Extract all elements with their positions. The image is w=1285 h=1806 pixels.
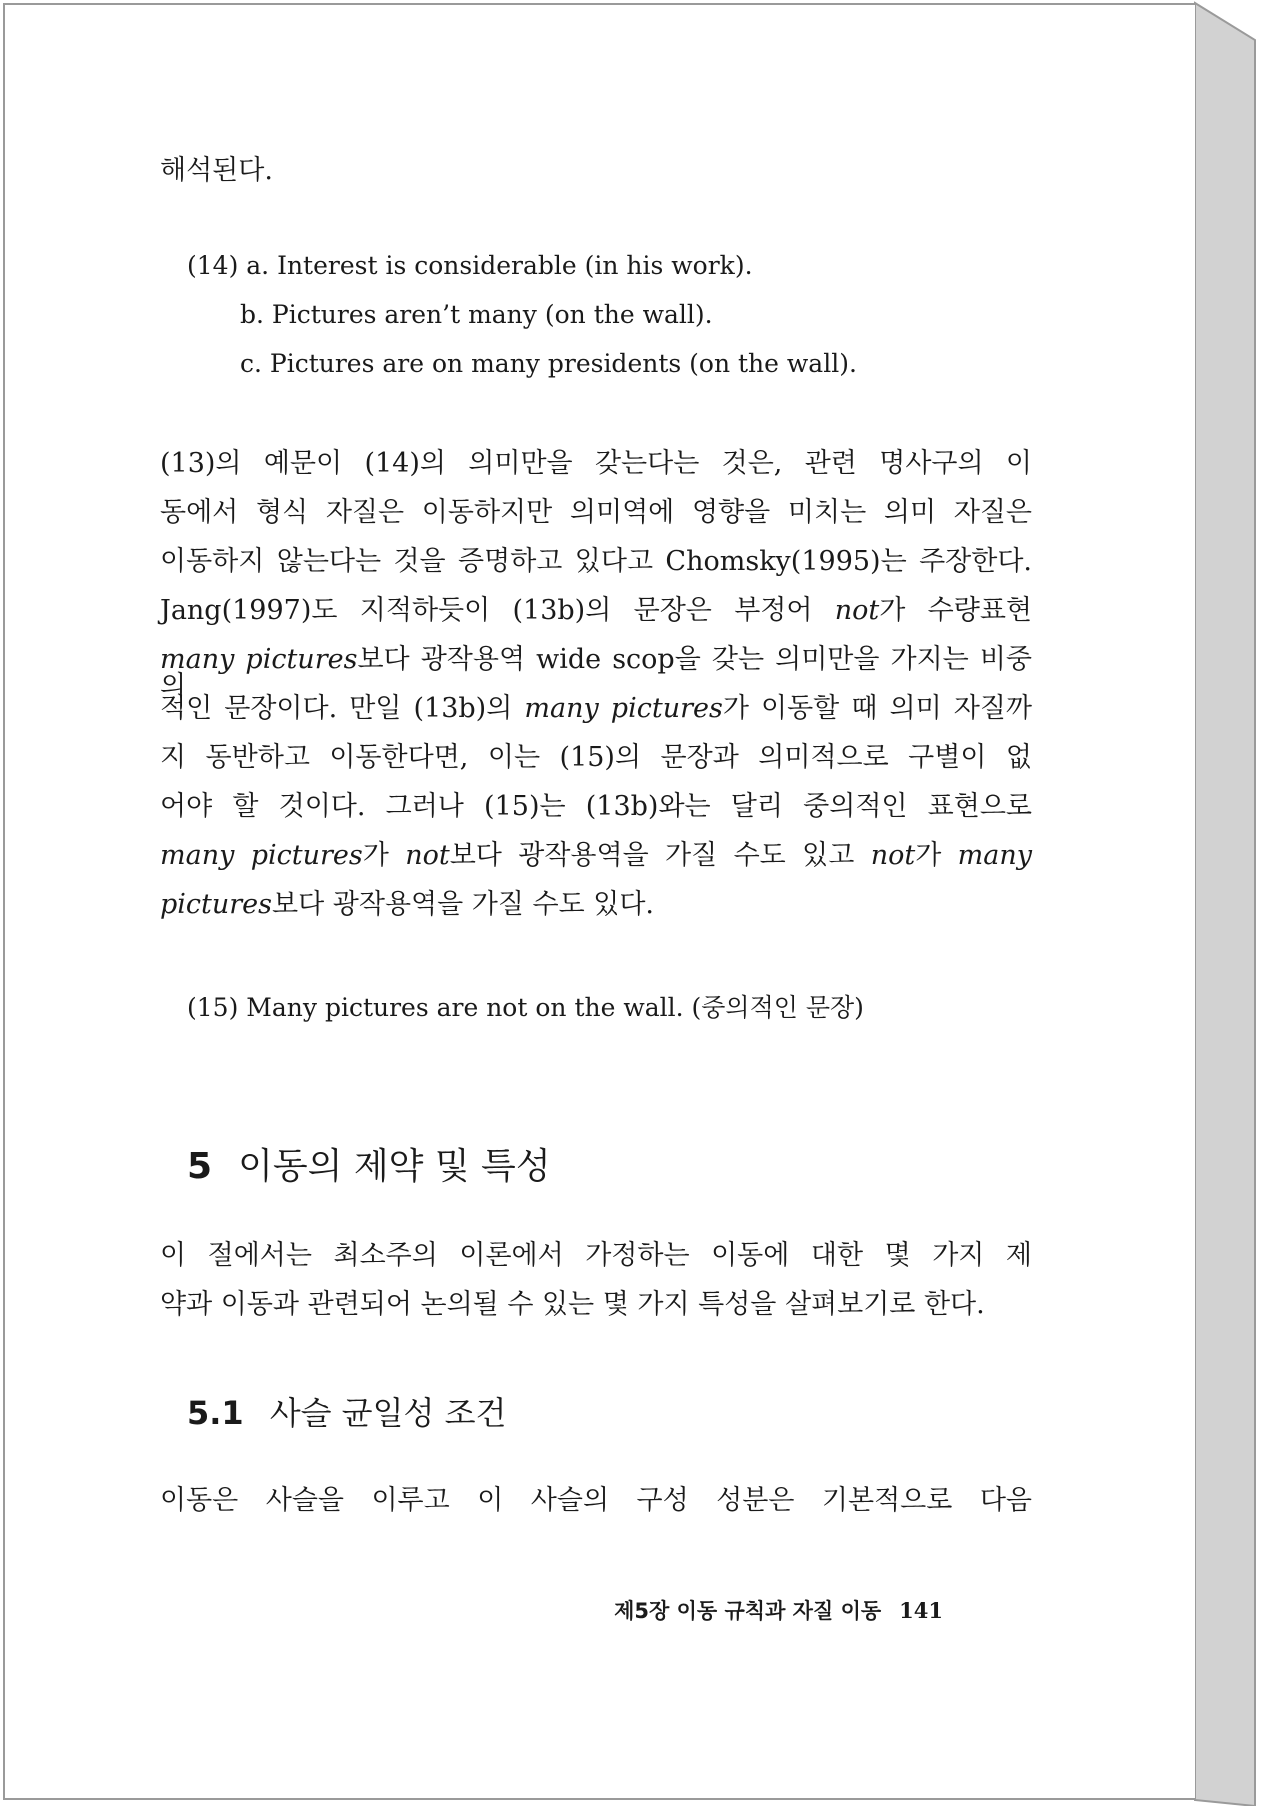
example-15: (15) Many pictures are not on the wall. (중의적인 문장) xyxy=(187,993,864,1022)
text-run-italic: many pictures xyxy=(160,840,363,871)
section-text-line: 약과 이동과 관련되어 논의될 수 있는 몇 가지 특성을 살펴보기로 한다. xyxy=(160,1289,985,1320)
section-heading-5-1 xyxy=(187,1388,506,1434)
paragraph-line: (13)의 예문이 (14)의 의미만을 갖는다는 것은, 관련 명사구의 이 xyxy=(160,448,1032,479)
text-run-italic: many pictures xyxy=(524,693,723,724)
text-run-italic: not xyxy=(834,595,880,626)
section-title: 사슬 균일성 조건 xyxy=(269,1394,507,1432)
example-14b: b. Pictures aren’t many (on the wall). xyxy=(240,300,713,329)
page-number: 141 xyxy=(899,1598,943,1623)
paragraph-line xyxy=(160,842,1032,869)
paragraph-line: 지 동반하고 이동한다면, 이는 (15)의 문장과 의미적으로 구별이 없 xyxy=(160,742,1032,773)
section-text-line: 이동은 사슬을 이루고 이 사슬의 구성 성분은 기본적으로 다음 xyxy=(160,1485,1032,1516)
example-14a: (14) a. Interest is considerable (in his work). xyxy=(187,251,753,280)
book-page xyxy=(3,3,1195,1800)
text-run-italic: pictures xyxy=(160,889,273,920)
intro-text: 해석된다. xyxy=(160,155,273,186)
text-run: 가 xyxy=(915,840,958,871)
text-run-italic: many xyxy=(957,840,1032,871)
paragraph-line xyxy=(160,646,1032,700)
text-run: 적인 문장이다. 만일 (13b)의 xyxy=(160,693,525,724)
paragraph-line: 이동하지 않는다는 것을 증명하고 있다고 Chomsky(1995)는 주장한다. xyxy=(160,546,1032,577)
text-run: 보다 광작용역을 가질 수도 있고 xyxy=(449,840,871,871)
chapter-title: 제5장 이동 규칙과 자질 이동 xyxy=(614,1599,882,1623)
section-title: 이동의 제약 및 특성 xyxy=(238,1146,551,1187)
paragraph-line xyxy=(160,891,1032,918)
text-run: 가 xyxy=(362,840,406,871)
text-run-italic: not xyxy=(405,840,450,871)
section-text-line: 이 절에서는 최소주의 이론에서 가정하는 이동에 대한 몇 가지 제 xyxy=(160,1240,1032,1271)
section-number: 5.1 xyxy=(187,1394,244,1432)
text-run: 보다 광작용역을 가질 수도 있다. xyxy=(272,889,655,920)
section-heading-5 xyxy=(187,1138,551,1189)
section-number: 5 xyxy=(187,1146,213,1187)
text-run-italic: not xyxy=(870,840,916,871)
text-run: 보다 광작용역 wide scop을 갖는 의미만을 가지는 비중의 xyxy=(160,644,1033,702)
paragraph-line xyxy=(160,695,1032,722)
paragraph-line xyxy=(160,597,1032,624)
text-run: 가 수량표현 xyxy=(879,595,1032,626)
text-run: Jang(1997)도 지적하듯이 (13b)의 문장은 부정어 xyxy=(160,595,835,626)
paragraph-line: 동에서 형식 자질은 이동하지만 의미역에 영향을 미치는 의미 자질은 xyxy=(160,497,1032,528)
example-14c: c. Pictures are on many presidents (on the wall). xyxy=(240,349,857,378)
paragraph-line: 어야 할 것이다. 그러나 (15)는 (13b)와는 달리 중의적인 표현으로 xyxy=(160,791,1032,822)
text-run-italic: many pictures xyxy=(160,644,358,675)
page-footer xyxy=(614,1595,943,1625)
text-run: 가 이동할 때 의미 자질까 xyxy=(722,693,1032,724)
